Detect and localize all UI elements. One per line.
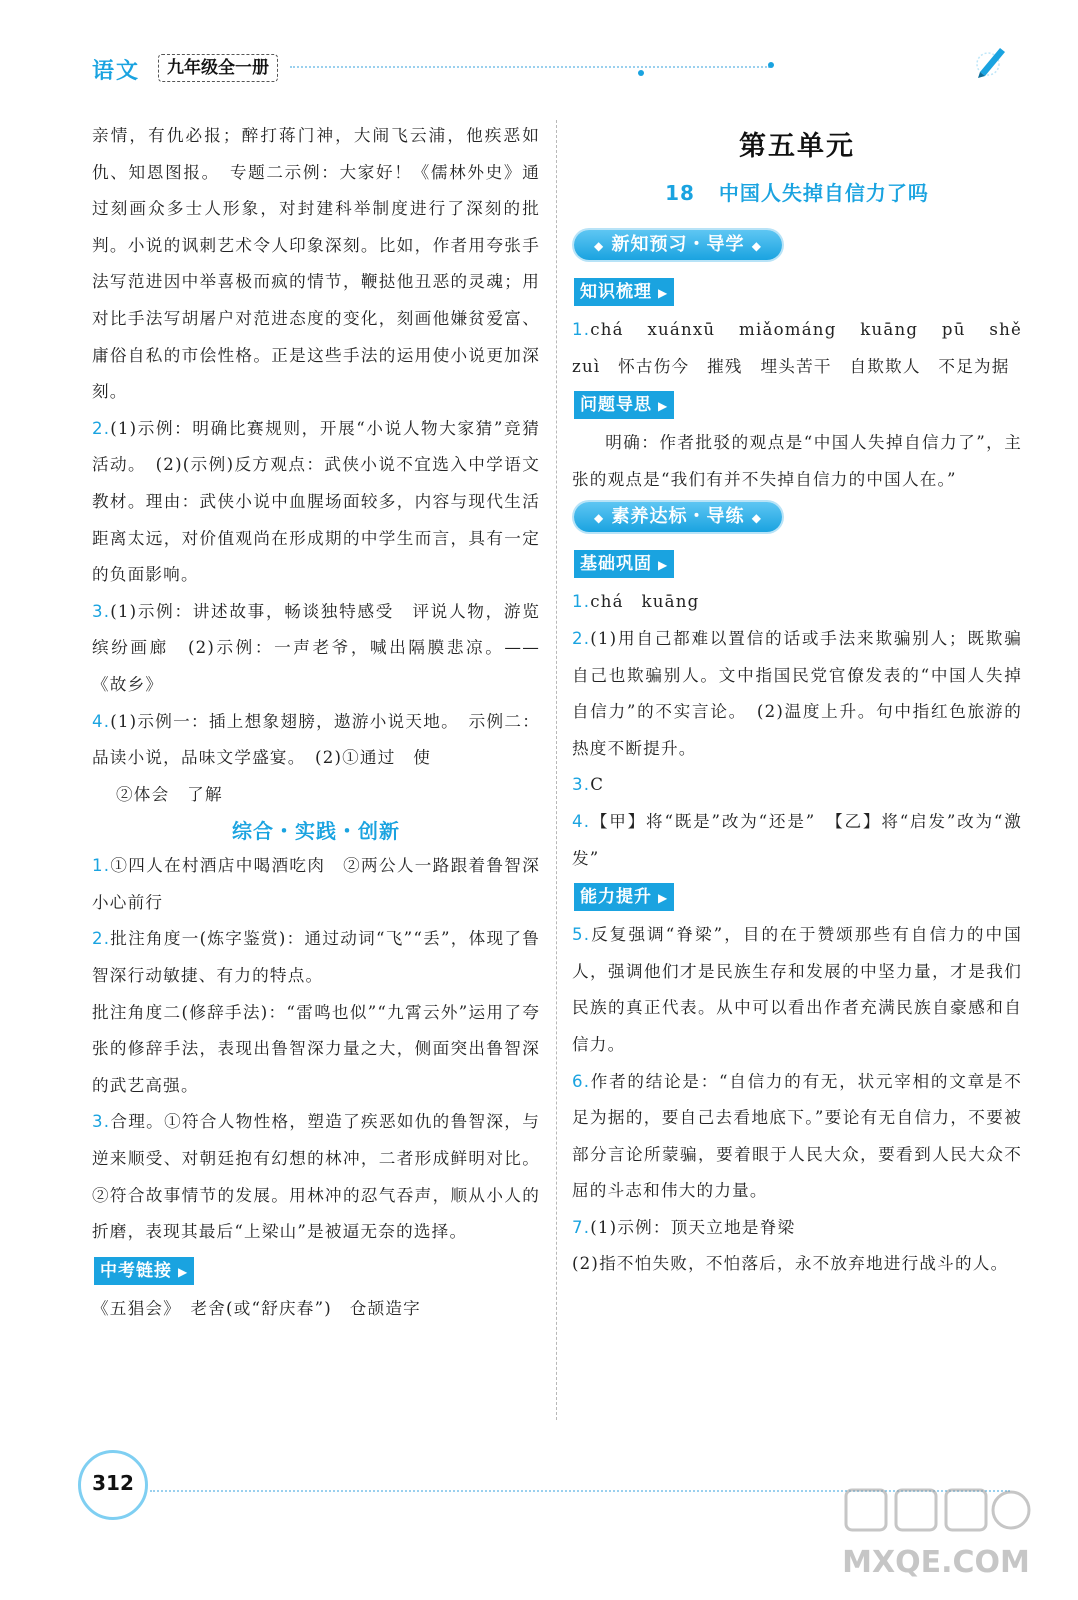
item-text: (1)用自己都难以置信的话或手法来欺骗别人；既欺骗自己也欺骗别人。文中指国民党官僚发表的“中国人失掉自信力”的不实言论。 (2)温度上升。句中指红色旅游的热度不断提升。 [572,628,1022,758]
practice-item-2 [92,921,540,994]
practice-item-1 [92,848,540,921]
item-text: chá kuāng [590,592,700,612]
tag-label: 基础巩固 [580,554,652,575]
item-text: (1)示例：明确比赛规则，开展“小说人物大家猜”竞猜活动。 (2)(示例)反方观点：武侠小说不宜选入中学语文教材。理由：武侠小说中血腥场面较多，内容与现代生活距离太远，对价值观尚在形成期的中学生而言，具有一定的负面影响。 [92,418,540,585]
answer-item-2 [92,411,540,594]
header-dotted-line [290,66,770,68]
item-number: 4. [572,811,591,831]
question-guide-answer: 明确：作者批驳的观点是“中国人失掉自信力了”，主张的观点是“我们有并不失掉自信力的中国人在。” [572,433,1022,489]
diamond-icon: ◆ [594,511,605,526]
item-number: 3. [572,775,591,795]
subject-label: 语文 [92,59,141,84]
section-title-practice: 综合・实践・创新 [232,819,400,844]
item-number: 5. [572,925,591,945]
item-number: 2. [92,418,111,438]
tag-basics [574,550,674,578]
item-number: 1. [572,592,591,612]
item-number: 1. [572,320,591,339]
item-text: C [590,775,605,795]
ability-item-6 [572,1064,1022,1210]
item-number: 7. [572,1217,591,1237]
tag-label: 中考链接 [100,1260,172,1281]
page-header [0,0,1078,100]
item-number: 6. [572,1071,591,1091]
item-number: 3. [92,601,111,621]
item-text: 合理。①符合人物性格，塑造了疾恶如仇的鲁智深，与逆来顺受、对朝廷抱有幻想的林冲，二者形成鲜明对比。②符合故事情节的发展。用林冲的忍气吞声，顺从小人的折磨，表现其最后“上梁山”是被逼无奈的选择。 [92,1112,540,1242]
item-number: 4. [92,711,111,731]
watermark-logo [836,1480,1036,1590]
answer-item-4-continued: ②体会 了解 [116,784,223,804]
page-number: 312 [78,1450,148,1520]
tag-ability [574,883,674,911]
answer-paragraph: 亲情，有仇必报；醉打蒋门神，大闹飞云浦，他疾恶如仇、知恩图报。 专题二示例：大家好！《儒林外史》通过刻画众多士人形象，对封建科举制度进行了深刻的批判。小说的讽刺艺术令人印象深刻。比如，作者用夸张手法写范进因中举喜极而疯的情节，鞭挞他丑恶的灵魂；用对比手法写胡屠户对范进态度的变化，刻画他嫌贫爱富、庸俗自私的市侩性格。正是这些手法的运用使小说更加深刻。 [92,126,540,402]
item-text: ①四人在村酒店中喝酒吃肉 ②两公人一路跟着鲁智深小心前行 [92,856,540,912]
lesson-title [572,177,1022,206]
banner-label: 素养达标・导练 [611,506,745,528]
basics-item-4 [572,804,1022,877]
grade-label: 九年级全一册 [158,54,278,82]
basics-item-2 [572,621,1022,767]
exam-link-answer: 《五猖会》 老舍(或“舒庆春”) 仓颉造字 [92,1298,421,1318]
diamond-icon: ◆ [594,239,605,253]
play-arrow-icon: ▶ [658,286,669,300]
item-text: (1)示例一：插上想象翅膀，遨游小说天地。 示例二：品读小说，品味文学盛宴。 (2)①通过 使 [92,711,540,768]
practice-item-3 [92,1104,540,1250]
play-arrow-icon: ▶ [178,1264,189,1279]
banner-preview [574,230,782,260]
item-text: (1)示例：讲述故事，畅谈独特感受 评说人物，游览缤纷画廊 (2)示例：一声老爷，喊出隔膜悲凉。——《故乡》 [92,601,540,694]
answer-item-4 [92,704,540,777]
ability-item-7 [572,1210,1022,1247]
item-number: 1. [92,856,111,876]
item-number: 3. [92,1112,111,1132]
left-column [92,118,540,1327]
play-arrow-icon: ▶ [658,558,669,573]
answer-item-3 [92,594,540,704]
item-text: 作者的结论是：“自信力的有无，状元宰相的文章是不足为据的，要自己去看地底下。”要论有无自信力，不要被部分言论所蒙骗，要着眼于人民大众，要看到人民大众不屈的斗志和伟大的力量。 [572,1071,1022,1201]
play-arrow-icon: ▶ [658,399,669,414]
unit-title: 第五单元 [739,131,855,162]
tag-exam-link [94,1257,194,1285]
practice-item-2b: 批注角度二(修辞手法)：“雷鸣也似”“九霄云外”运用了夸张的修辞手法，表现出鲁智深力量之大，侧面突出鲁智深的武艺高强。 [92,1002,540,1095]
item-text: 反复强调“脊梁”，目的在于赞颂那些有自信力的中国人，强调他们才是民族生存和发展的中坚力量，才是我们民族的真正代表。从中可以看出作者充满民族自豪感和自信力。 [572,925,1022,1054]
tag-label: 问题导思 [580,395,652,416]
lesson-number: 18 [665,181,695,205]
lesson-name: 中国人失掉自信力了吗 [718,181,929,205]
right-column [572,118,1040,1283]
basics-item-1 [572,584,1022,621]
column-divider [556,120,557,1420]
basics-item-3 [572,767,1022,804]
item-text: 【甲】将“既是”改为“还是” 【乙】将“启发”改为“激发” [572,811,1022,868]
header-dot [768,62,774,68]
tag-question-guide [574,391,674,419]
ability-item-5 [572,917,1022,1063]
tag-label: 知识梳理 [580,282,652,302]
knowledge-item-1 [572,312,1040,385]
diamond-icon: ◆ [751,511,763,526]
item-text: chá xuánxū miǎománg kuāng pū shě zuì 怀古伤今 摧残 埋头苦干 自欺欺人 不足为据 [572,320,1040,376]
item-number: 2. [572,628,591,648]
pen-icon [970,40,1010,80]
tag-knowledge [574,278,674,306]
diamond-icon: ◆ [751,239,763,253]
watermark-text: MXQE.COM [842,1545,1030,1580]
banner-practice [574,502,782,532]
item-text: 批注角度一(炼字鉴赏)：通过动词“飞”“丢”，体现了鲁智深行动敏捷、有力的特点。 [92,929,540,986]
ability-item-7b: (2)指不怕失败，不怕落后，永不放弃地进行战斗的人。 [572,1254,1009,1274]
banner-label: 新知预习・导学 [611,234,745,255]
header-dot [638,70,644,76]
tag-label: 能力提升 [580,887,652,908]
play-arrow-icon: ▶ [658,891,669,906]
item-number: 2. [92,929,111,949]
item-text: (1)示例：顶天立地是脊梁 [590,1217,796,1237]
